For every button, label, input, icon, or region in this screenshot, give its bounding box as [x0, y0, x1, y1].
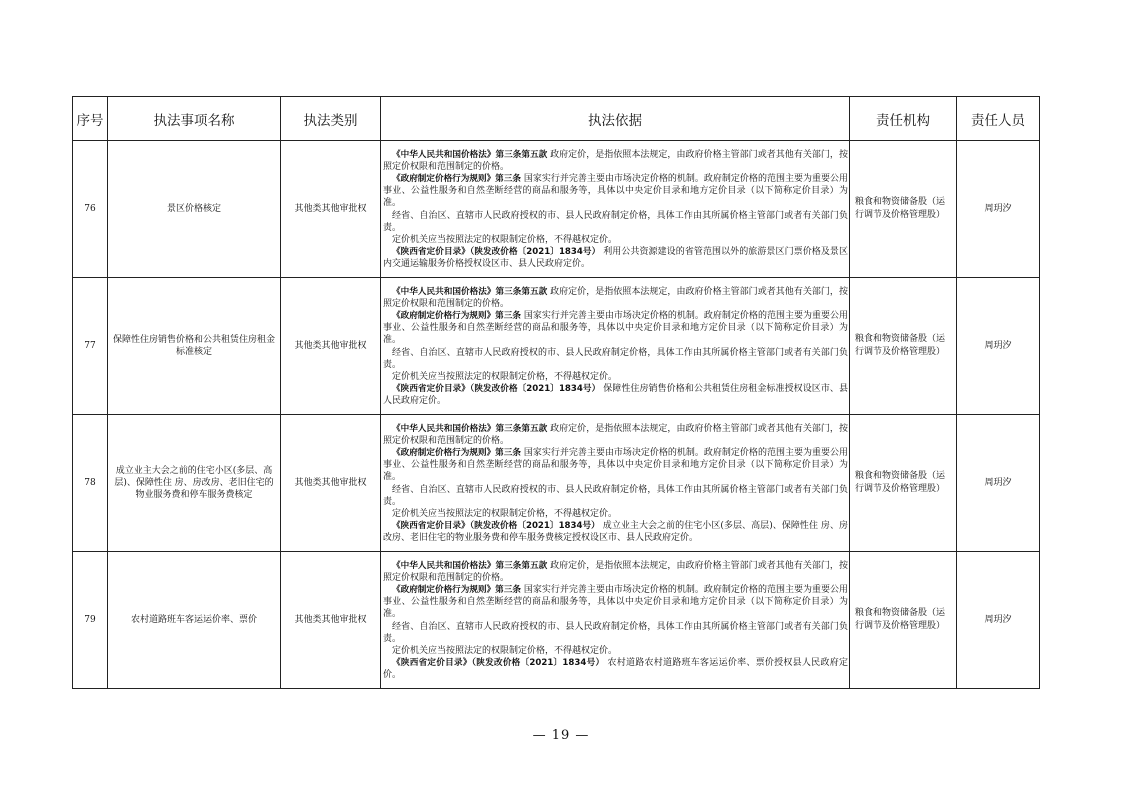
basis-text: 经省、自治区、直辖市人民政府授权的市、县人民政府制定价格，具体工作由其所属价格主管部门或者有关部门负责。 [383, 621, 848, 644]
header-agency: 责任机构 [850, 97, 957, 141]
cell-item-name: 农村道路班车客运运价率、票价 [108, 552, 281, 689]
basis-text: 定价机关应当按照法定的权限制定价格，不得越权定价。 [392, 371, 618, 382]
cell-seq: 76 [73, 141, 108, 278]
basis-citation: 《陕西省定价目录》（陕发改价格〔2021〕1834号） [392, 383, 601, 394]
cell-person: 周玥汐 [957, 415, 1040, 552]
basis-citation: 《政府制定价格行为规则》第三条 [392, 585, 521, 596]
cell-category: 其他类其他审批权 [281, 552, 381, 689]
basis-text: 政府定价，是指依照本法规定，由政府价格主管部门或者其他有关部门，按照定价权限和范围制定的价格。 [383, 561, 848, 584]
cell-person: 周玥汐 [957, 278, 1040, 415]
basis-text: 政府定价，是指依照本法规定，由政府价格主管部门或者其他有关部门，按照定价权限和范围制定的价格。 [383, 150, 848, 173]
header-type: 执法类别 [281, 97, 381, 141]
cell-agency: 粮食和物资储备股（运行调节及价格管理股） [850, 278, 957, 415]
cell-seq: 79 [73, 552, 108, 689]
basis-text: 成立业主大会之前的住宅小区(多层、高层)、保障性住 房、房改房、老旧住宅的物业服务费和停车服务费核定授权设区市、县人民政府定价。 [383, 520, 848, 543]
basis-paragraph [383, 383, 848, 407]
basis-paragraph [383, 560, 848, 584]
basis-text: 国家实行并完善主要由市场决定价格的机制。政府制定价格的范围主要为重要公用事业、公益性服务和自然垄断经营的商品和服务等，具体以中央定价目录和地方定价目录（以下简称定价目录）为准。 [383, 311, 848, 346]
basis-paragraph [383, 286, 848, 310]
basis-paragraph [383, 347, 848, 371]
basis-paragraph [383, 310, 848, 346]
basis-citation: 《政府制定价格行为规则》第三条 [392, 448, 521, 459]
cell-legal-basis [381, 552, 850, 689]
cell-legal-basis [381, 415, 850, 552]
cell-item-name: 成立业主大会之前的住宅小区(多层、高层)、保障性住 房、房改房、老旧住宅的物业服务费和停车服务费核定 [108, 415, 281, 552]
basis-paragraph [383, 447, 848, 483]
basis-citation: 《中华人民共和国价格法》第三条第五款 [392, 561, 548, 572]
header-item: 执法事项名称 [108, 97, 281, 141]
cell-agency: 粮食和物资储备股（运行调节及价格管理股） [850, 141, 957, 278]
basis-paragraph [383, 584, 848, 620]
table-header-row [73, 97, 1040, 141]
basis-text: 定价机关应当按照法定的权限制定价格，不得越权定价。 [392, 645, 618, 656]
header-basis: 执法依据 [381, 97, 850, 141]
cell-legal-basis [381, 141, 850, 278]
basis-text: 农村道路农村道路班车客运运价率、票价授权县人民政府定价。 [383, 657, 848, 680]
basis-text: 国家实行并完善主要由市场决定价格的机制。政府制定价格的范围主要为重要公用事业、公益性服务和自然垄断经营的商品和服务等，具体以中央定价目录和地方定价目录（以下简称定价目录）为准。 [383, 448, 848, 483]
basis-text: 政府定价，是指依照本法规定，由政府价格主管部门或者其他有关部门，按照定价权限和范围制定的价格。 [383, 287, 848, 310]
table-body [73, 141, 1040, 689]
basis-text: 保障性住房销售价格和公共租赁住房租金标准授权设区市、县人民政府定价。 [383, 383, 848, 406]
basis-paragraph [383, 423, 848, 447]
cell-item-name: 景区价格核定 [108, 141, 281, 278]
basis-citation: 《中华人民共和国价格法》第三条第五款 [392, 150, 548, 161]
cell-item-name: 保障性住房销售价格和公共租赁住房租金标准核定 [108, 278, 281, 415]
table-row [73, 552, 1040, 689]
table-row [73, 278, 1040, 415]
cell-category: 其他类其他审批权 [281, 415, 381, 552]
cell-person: 周玥汐 [957, 552, 1040, 689]
cell-seq: 78 [73, 415, 108, 552]
basis-citation: 《中华人民共和国价格法》第三条第五款 [392, 287, 548, 298]
cell-category: 其他类其他审批权 [281, 141, 381, 278]
basis-text: 国家实行并完善主要由市场决定价格的机制。政府制定价格的范围主要为重要公用事业、公益性服务和自然垄断经营的商品和服务等，具体以中央定价目录和地方定价目录（以下简称定价目录）为准。 [383, 174, 848, 209]
table-row [73, 141, 1040, 278]
basis-citation: 《政府制定价格行为规则》第三条 [392, 174, 521, 185]
table-row [73, 415, 1040, 552]
enforcement-table [72, 96, 1040, 689]
basis-text: 经省、自治区、直辖市人民政府授权的市、县人民政府制定价格，具体工作由其所属价格主管部门或者有关部门负责。 [383, 210, 848, 233]
basis-text: 定价机关应当按照法定的权限制定价格，不得越权定价。 [392, 508, 618, 519]
basis-text: 政府定价，是指依照本法规定，由政府价格主管部门或者其他有关部门，按照定价权限和范围制定的价格。 [383, 424, 848, 447]
basis-citation: 《陕西省定价目录》（陕发改价格〔2021〕1834号） [392, 246, 601, 257]
basis-citation: 《陕西省定价目录》（陕发改价格〔2021〕1834号） [392, 657, 605, 668]
basis-text: 经省、自治区、直辖市人民政府授权的市、县人民政府制定价格，具体工作由其所属价格主管部门或者有关部门负责。 [383, 484, 848, 507]
basis-paragraph [383, 484, 848, 508]
basis-paragraph [383, 657, 848, 681]
cell-person: 周玥汐 [957, 141, 1040, 278]
basis-citation: 《政府制定价格行为规则》第三条 [392, 311, 521, 322]
basis-text: 国家实行并完善主要由市场决定价格的机制。政府制定价格的范围主要为重要公用事业、公益性服务和自然垄断经营的商品和服务等，具体以中央定价目录和地方定价目录（以下简称定价目录）为准。 [383, 585, 848, 620]
basis-paragraph [383, 508, 848, 520]
cell-agency: 粮食和物资储备股（运行调节及价格管理股） [850, 552, 957, 689]
basis-text: 经省、自治区、直辖市人民政府授权的市、县人民政府制定价格，具体工作由其所属价格主管部门或者有关部门负责。 [383, 347, 848, 370]
cell-legal-basis [381, 278, 850, 415]
cell-seq: 77 [73, 278, 108, 415]
basis-citation: 《陕西省定价目录》（陕发改价格〔2021〕1834号） [392, 520, 600, 531]
basis-paragraph [383, 621, 848, 645]
basis-text: 定价机关应当按照法定的权限制定价格，不得越权定价。 [392, 234, 618, 245]
basis-paragraph [383, 210, 848, 234]
basis-paragraph [383, 520, 848, 544]
header-seq: 序号 [73, 97, 108, 141]
header-person: 责任人员 [957, 97, 1040, 141]
basis-paragraph [383, 371, 848, 383]
cell-category: 其他类其他审批权 [281, 278, 381, 415]
cell-agency: 粮食和物资储备股（运行调节及价格管理股） [850, 415, 957, 552]
basis-paragraph [383, 173, 848, 209]
page-number: — 19 — [532, 728, 590, 743]
basis-paragraph [383, 234, 848, 246]
basis-paragraph [383, 149, 848, 173]
basis-text: 利用公共资源建设的省管范围以外的旅游景区门票价格及景区内交通运输服务价格授权设区市、县人民政府定价。 [383, 246, 848, 269]
basis-paragraph [383, 645, 848, 657]
basis-paragraph [383, 246, 848, 270]
basis-citation: 《中华人民共和国价格法》第三条第五款 [392, 424, 548, 435]
